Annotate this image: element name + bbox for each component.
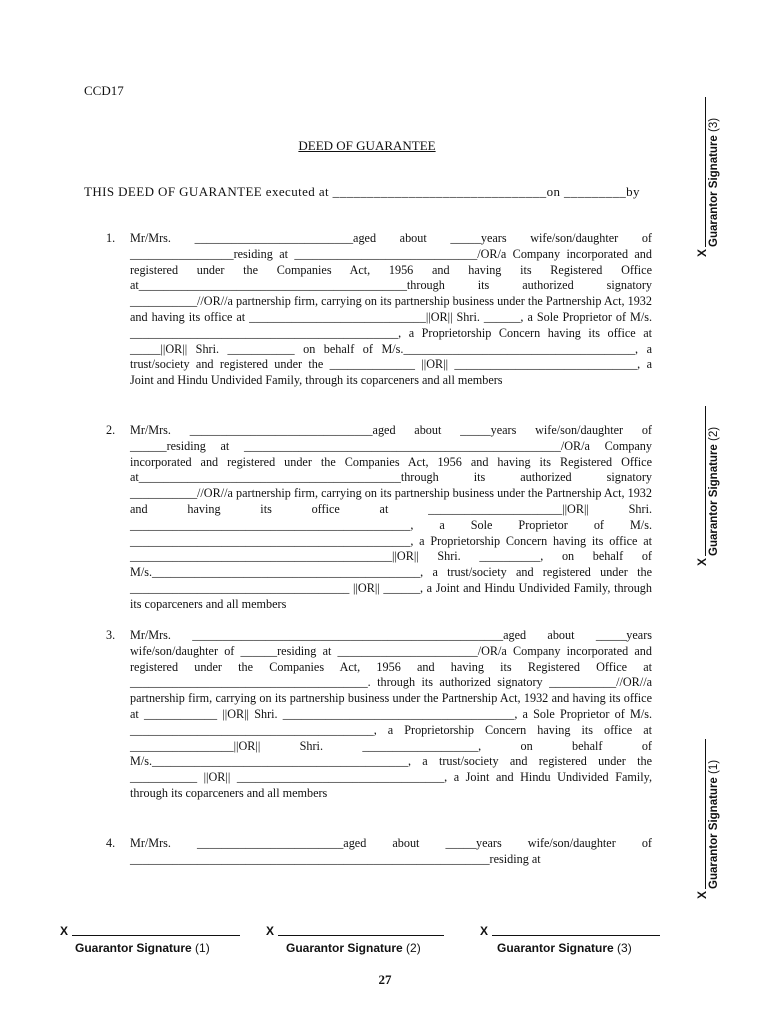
signature-mark: X <box>60 924 69 938</box>
side-signature-3 <box>693 67 723 257</box>
signature-label: Guarantor Signature (2) <box>286 941 421 955</box>
signature-line[interactable] <box>278 935 444 936</box>
clause-number: 4. <box>106 836 116 850</box>
clause-text: Mr/Mrs. ___________________________________________________aged about _____years wife/son/daughter of ______residing at _______________________/OR/a Company incorporated and registered under the Companies Act, 1956 and having its Registered Office at _______________________________________. through its authorized signatory ___________//OR//a partnership firm, carrying on its partnership business under the Partnership Act, 1932 and having its office at ____________ ||OR|| Shri. ______________________________________, a Sole Proprietor of M/s. ________________________________________, a Proprietorship Concern having its office at _________________||OR|| Shri. ___________________, on behalf of M/s.__________________________________________, a trust/society and registered under the ___________ ||OR|| __________________________________, a Joint and Hindu Undivided Family, through its coparceners and all members <box>130 628 652 800</box>
side-signature-1 <box>693 709 723 899</box>
side-signature-2 <box>693 376 723 566</box>
clause-number: 2. <box>106 423 116 437</box>
document-title: DEED OF GUARANTEE <box>298 138 436 153</box>
signature-line[interactable] <box>492 935 660 936</box>
clause-number: 3. <box>106 628 116 642</box>
clause-text: Mr/Mrs. __________________________aged about _____years wife/son/daughter of _________________residing at ______________________________/OR/a Company incorporated and registered under the Companies Act, 1956 and having its Registered Office at____________________________________________through its authorized signatory ___________//OR//a partnership firm, carrying on its partnership business under the Partnership Act, 1932 and having its office at _____________________________||OR|| Shri. ______, a Sole Proprietor of M/s. ____________________________________________, a Proprietorship Concern having its office at _____||OR|| Shri. ___________ on behalf of M/s.______________________________________, a trust/society and registered under the ______________ ||OR|| ______________________________, a Joint and Hindu Undivided Family, through its coparceners and all members <box>130 231 652 388</box>
guarantor-clause-1 <box>100 231 652 389</box>
signature-mark: X <box>266 924 275 938</box>
signature-mark: X <box>695 890 709 899</box>
signature-line[interactable] <box>705 406 706 556</box>
guarantor-clause-2 <box>100 423 652 613</box>
signature-line[interactable] <box>72 935 240 936</box>
signature-mark: X <box>695 248 709 257</box>
signature-mark: X <box>480 924 489 938</box>
signature-label: Guarantor Signature (2) <box>708 426 720 556</box>
clause-text: Mr/Mrs. ______________________________aged about _____years wife/son/daughter of ______residing at ____________________________________________________/OR/a Company incorporated and registered under the Companies Act, 1956 and having its Registered Office at___________________________________________through its authorized signatory ___________//OR//a partnership firm, carrying on its partnership business under the Partnership Act, 1932 and having its office at ______________________||OR|| Shri. ______________________________________________, a Sole Proprietor of M/s. ______________________________________________, a Proprietorship Concern having its office at ___________________________________________||OR|| Shri. __________, on behalf of M/s.____________________________________________, a trust/society and registered under the ____________________________________ ||OR|| ______, a Joint and Hindu Undivided Family, through its coparceners and all members <box>130 423 652 611</box>
signature-label: Guarantor Signature (1) <box>75 941 210 955</box>
clause-text: Mr/Mrs. ________________________aged about _____years wife/son/daughter of ___________________________________________________________residing at <box>130 836 652 866</box>
signature-line[interactable] <box>705 739 706 889</box>
signature-line[interactable] <box>705 97 706 247</box>
guarantor-clause-4 <box>100 836 652 868</box>
document-code: CCD17 <box>84 83 124 98</box>
page-number: 27 <box>378 972 392 987</box>
signature-mark: X <box>695 557 709 566</box>
signature-label: Guarantor Signature (3) <box>708 117 720 247</box>
signature-label: Guarantor Signature (1) <box>708 759 720 889</box>
intro-paragraph: THIS DEED OF GUARANTEE executed at _______________________________on _________by <box>84 184 640 199</box>
clause-number: 1. <box>106 231 116 245</box>
signature-label: Guarantor Signature (3) <box>497 941 632 955</box>
guarantor-clause-3 <box>100 628 652 802</box>
